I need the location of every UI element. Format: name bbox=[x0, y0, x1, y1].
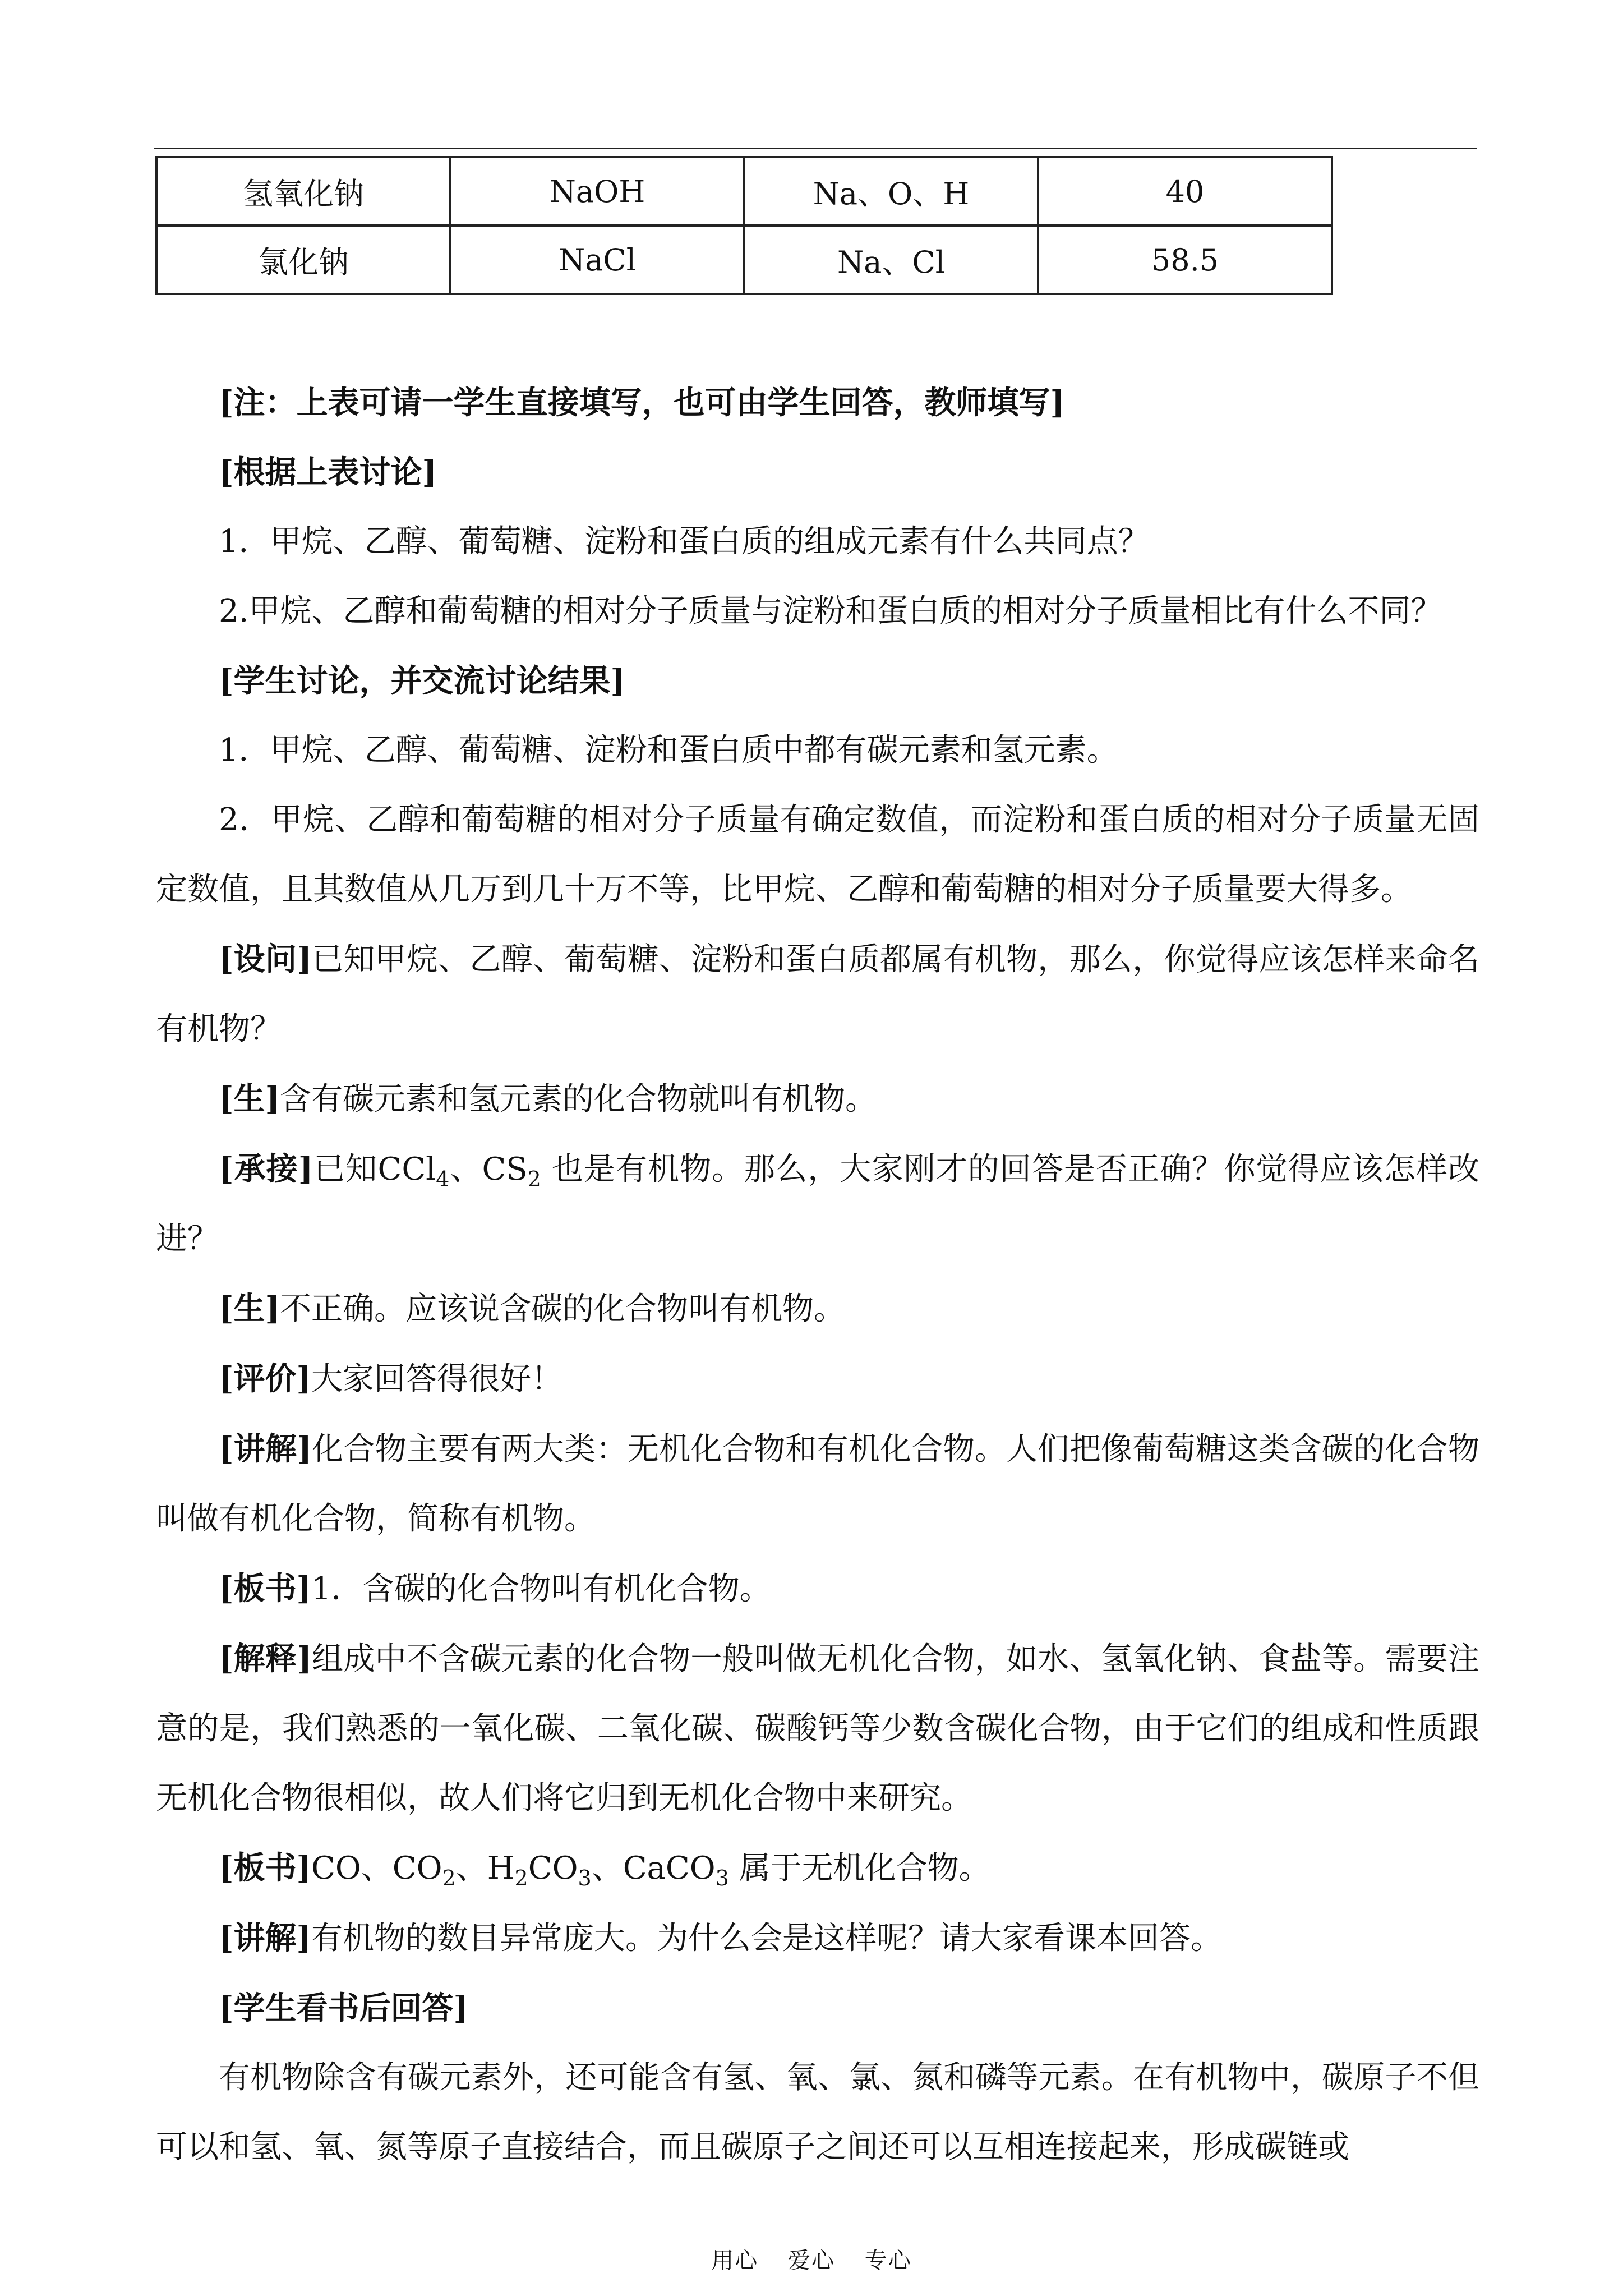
formula-text: 、H bbox=[455, 1850, 515, 1887]
answer-2: 2．甲烷、乙醇和葡萄糖的相对分子质量有确定数值，而淀粉和蛋白质的相对分子质量无固定数值，且其数值从几万到几十万不等，比甲烷、乙醇和葡萄糖的相对分子质量要大得多。 bbox=[156, 802, 1479, 908]
page-footer: 用心 爱心 专心 bbox=[711, 2248, 912, 2274]
formula-ccl4 bbox=[377, 1151, 450, 1191]
ask-tag: [设问] bbox=[219, 941, 312, 978]
table-row bbox=[156, 157, 1332, 226]
continue-text-c: 也是有机物。那么，大家刚才的回答是否正确？你觉得应该怎样改进？ bbox=[156, 1151, 1480, 1257]
evaluation-paragraph bbox=[156, 1344, 1479, 1414]
compound-table bbox=[155, 156, 1333, 295]
board-tag: [板书] bbox=[219, 1849, 311, 1887]
evaluation-text: 大家回答得很好！ bbox=[311, 1361, 562, 1397]
lecture-paragraph-2 bbox=[156, 1903, 1479, 1973]
formula-cs2 bbox=[482, 1151, 541, 1191]
table-cell: 40 bbox=[1038, 157, 1332, 226]
question-1: 1．甲烷、乙醇、葡萄糖、淀粉和蛋白质的组成元素有什么共同点？ bbox=[219, 523, 1150, 560]
table-row bbox=[156, 226, 1332, 294]
continue-tag: [承接] bbox=[219, 1151, 313, 1188]
table-cell: 氯化钠 bbox=[156, 226, 450, 294]
answer-1: 1．甲烷、乙醇、葡萄糖、淀粉和蛋白质中都有碳元素和氢元素。 bbox=[219, 732, 1118, 769]
ask-paragraph bbox=[156, 924, 1479, 1064]
continue-text-b: 、 bbox=[449, 1151, 482, 1188]
continue-text-a: 已知 bbox=[313, 1151, 378, 1188]
table-cell: NaCl bbox=[450, 226, 744, 294]
lecture-tag: [讲解] bbox=[219, 1430, 312, 1467]
student-tag: [生] bbox=[219, 1080, 280, 1117]
formula-base: CCl bbox=[377, 1151, 436, 1188]
board-text: 属于无机化合物。 bbox=[728, 1850, 990, 1887]
student-answer-1 bbox=[156, 1064, 1479, 1134]
student-tag: [生] bbox=[219, 1290, 280, 1327]
table-cell: NaOH bbox=[450, 157, 744, 226]
question-2: 2.甲烷、乙醇和葡萄糖的相对分子质量与淀粉和蛋白质的相对分子质量相比有什么不同？ bbox=[219, 593, 1442, 629]
explanation-text: 组成中不含碳元素的化合物一般叫做无机化合物，如水、氢氧化钠、食盐等。需要注意的是，我们熟悉的一氧化碳、二氧化碳、碳酸钙等少数含碳化合物，由于它们的组成和性质跟无机化合物很相似，故人们将它归到无机化合物中来研究。 bbox=[156, 1641, 1480, 1816]
formula-text: 、CaCO bbox=[591, 1850, 716, 1887]
header-rule bbox=[154, 148, 1477, 149]
formula-subscript: 3 bbox=[715, 1866, 729, 1890]
student-text: 含有碳元素和氢元素的化合物就叫有机物。 bbox=[280, 1081, 877, 1117]
formula-subscript: 2 bbox=[514, 1866, 528, 1890]
lesson-body bbox=[156, 368, 1479, 2182]
continue-paragraph bbox=[156, 1134, 1479, 1274]
table-cell: Na、O、H bbox=[744, 157, 1038, 226]
lecture-text: 有机物的数目异常庞大。为什么会是这样呢？请大家看课本回答。 bbox=[311, 1920, 1222, 1957]
student-text: 不正确。应该说含碳的化合物叫有机物。 bbox=[280, 1291, 845, 1327]
result-heading: [学生讨论，并交流讨论结果] bbox=[219, 662, 625, 700]
formula-subscript: 4 bbox=[436, 1167, 450, 1191]
board-tag: [板书] bbox=[219, 1570, 311, 1607]
board-text: 1．含碳的化合物叫有机化合物。 bbox=[311, 1571, 771, 1607]
formula-subscript: 2 bbox=[527, 1167, 541, 1191]
table-cell: 氢氧化钠 bbox=[156, 157, 450, 226]
lecture-text: 化合物主要有两大类：无机化合物和有机化合物。人们把像葡萄糖这类含碳的化合物叫做有机化合物，简称有机物。 bbox=[156, 1431, 1480, 1537]
formula-subscript: 2 bbox=[442, 1866, 456, 1890]
formula-text: CO、CO bbox=[311, 1850, 442, 1887]
final-paragraph: 有机物除含有碳元素外，还可能含有氢、氧、氯、氮和磷等元素。在有机物中，碳原子不但可以和氢、氧、氮等原子直接结合，而且碳原子之间还可以互相连接起来，形成碳链或 bbox=[156, 2059, 1479, 2165]
explanation-paragraph bbox=[156, 1624, 1479, 1833]
board-paragraph-1 bbox=[156, 1554, 1479, 1624]
evaluation-tag: [评价] bbox=[219, 1360, 311, 1397]
table-cell: Na、Cl bbox=[744, 226, 1038, 294]
explanation-tag: [解释] bbox=[219, 1640, 312, 1677]
reading-heading: [学生看书后回答] bbox=[219, 1990, 468, 2027]
lecture-tag: [讲解] bbox=[219, 1920, 311, 1957]
table-cell: 58.5 bbox=[1038, 226, 1332, 294]
board-paragraph-2 bbox=[156, 1833, 1479, 1903]
student-answer-2 bbox=[156, 1274, 1479, 1344]
formula-base: CS bbox=[482, 1151, 528, 1188]
ask-text: 已知甲烷、乙醇、葡萄糖、淀粉和蛋白质都属有机物，那么，你觉得应该怎样来命名有机物？ bbox=[156, 941, 1480, 1047]
discussion-heading: [根据上表讨论] bbox=[219, 454, 437, 491]
lecture-paragraph-1 bbox=[156, 1414, 1479, 1554]
note-paragraph: [注：上表可请一学生直接填写，也可由学生回答，教师填写] bbox=[219, 384, 1065, 421]
formula-subscript: 3 bbox=[578, 1866, 592, 1890]
formula-text: CO bbox=[528, 1850, 578, 1887]
